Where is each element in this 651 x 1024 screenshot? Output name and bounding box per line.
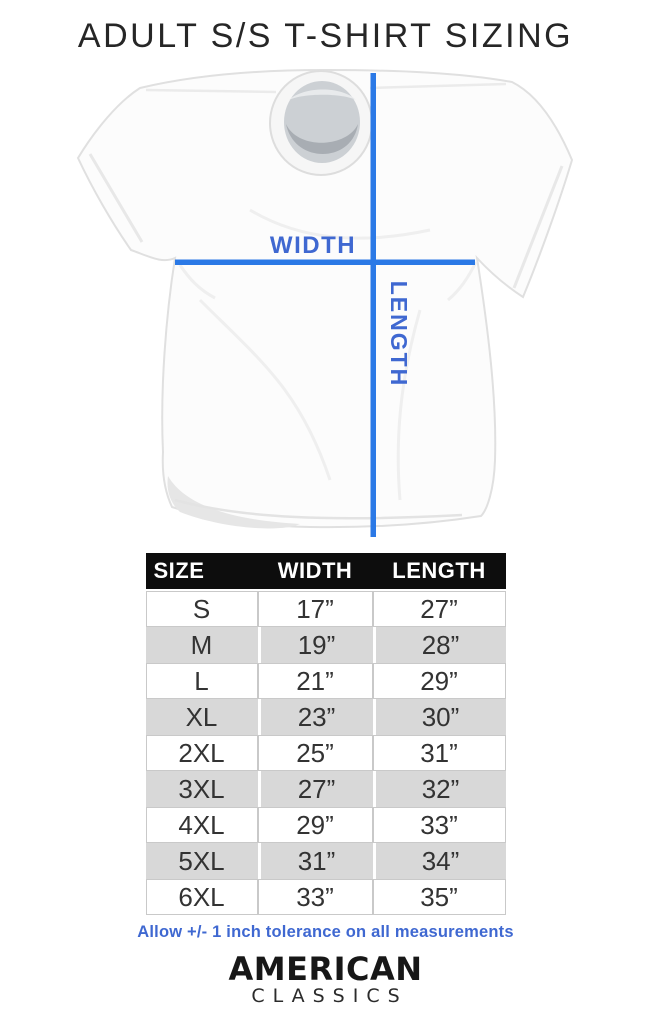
length-cell: 29” — [373, 663, 506, 699]
table-row — [146, 663, 506, 699]
header-size: SIZE — [153, 558, 205, 583]
brand-logo — [0, 950, 651, 1007]
width-cell: 27” — [258, 771, 373, 807]
tolerance-note: Allow +/- 1 inch tolerance on all measurements — [137, 923, 514, 941]
length-cell: 28” — [373, 627, 506, 663]
table-row — [146, 879, 506, 915]
width-cell: 23” — [258, 699, 373, 735]
size-table-body — [146, 591, 506, 915]
table-row — [146, 591, 506, 627]
width-cell: 25” — [258, 735, 373, 771]
width-cell: 33” — [258, 879, 373, 915]
length-cell: 27” — [373, 591, 506, 627]
length-cell: 34” — [373, 843, 506, 879]
table-row — [146, 699, 506, 735]
table-row — [146, 771, 506, 807]
brand-name-american: AMERICAN — [228, 950, 423, 988]
brand-name-classics: CLASSICS — [251, 985, 408, 1007]
size-cell: L — [146, 663, 258, 699]
length-label: LENGTH — [386, 280, 412, 388]
size-cell: 5XL — [146, 843, 258, 879]
length-measure-line — [371, 73, 377, 537]
width-cell: 17” — [258, 591, 373, 627]
size-cell: 4XL — [146, 807, 258, 843]
size-table — [146, 553, 506, 915]
table-row — [146, 735, 506, 771]
width-cell: 21” — [258, 663, 373, 699]
table-row — [146, 807, 506, 843]
header-length: LENGTH — [392, 558, 486, 583]
tshirt-diagram — [0, 60, 651, 550]
size-table-header — [146, 553, 506, 589]
size-cell: 3XL — [146, 771, 258, 807]
table-row — [146, 627, 506, 663]
table-row — [146, 843, 506, 879]
length-cell: 33” — [373, 807, 506, 843]
page-title: ADULT S/S T-SHIRT SIZING — [77, 17, 574, 55]
width-cell: 19” — [258, 627, 373, 663]
size-cell: M — [146, 627, 258, 663]
size-cell: 6XL — [146, 879, 258, 915]
width-label: WIDTH — [269, 232, 357, 259]
length-cell: 35” — [373, 879, 506, 915]
tshirt-graphic — [0, 60, 651, 550]
header-width: WIDTH — [277, 558, 353, 583]
tshirt-collar — [270, 71, 372, 175]
length-cell: 30” — [373, 699, 506, 735]
width-cell: 31” — [258, 843, 373, 879]
length-cell: 31” — [373, 735, 506, 771]
size-cell: 2XL — [146, 735, 258, 771]
size-cell: XL — [146, 699, 258, 735]
width-measure-line — [175, 260, 475, 266]
size-cell: S — [146, 591, 258, 627]
width-cell: 29” — [258, 807, 373, 843]
length-cell: 32” — [373, 771, 506, 807]
